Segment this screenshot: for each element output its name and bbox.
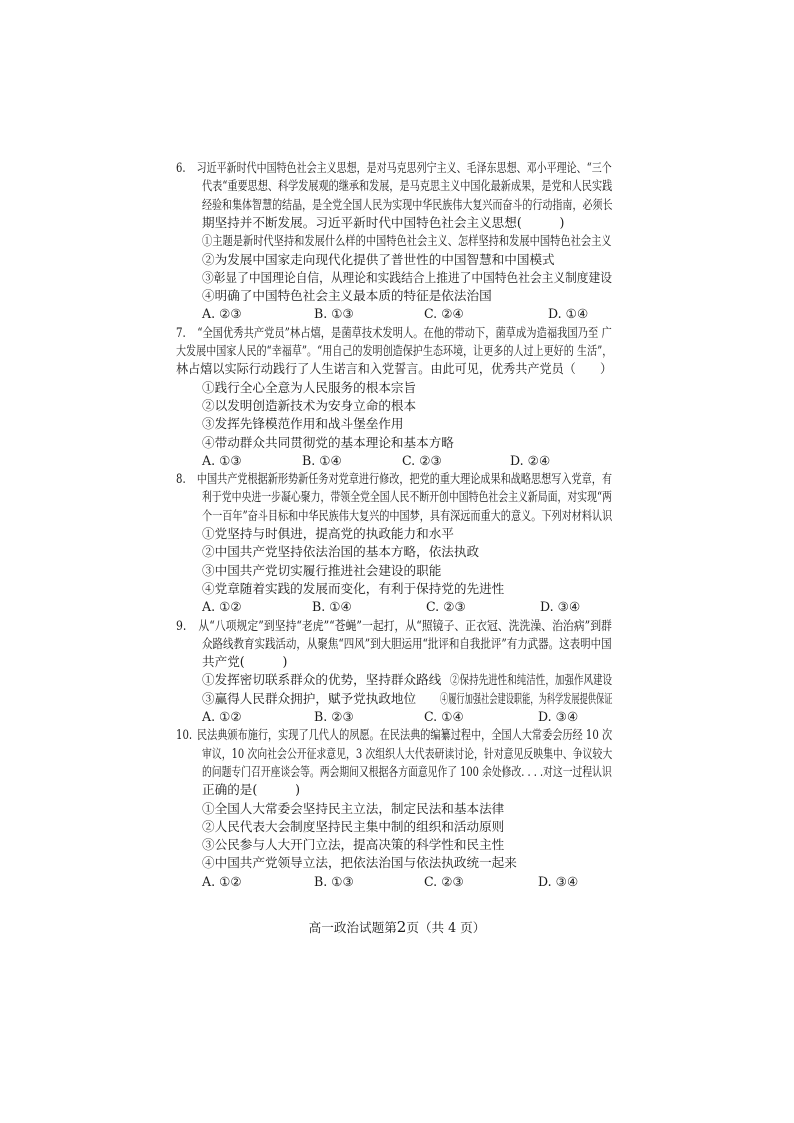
statement-item: ③发挥先锋模范作用和战斗堡垒作用 bbox=[202, 416, 404, 432]
statement-item: ②以发明创造新技术为安身立命的根本 bbox=[202, 397, 417, 413]
option-b: B. ①③ bbox=[314, 873, 354, 889]
option-c: C. ①④ bbox=[424, 709, 464, 724]
footer-suffix: 页（共 4 页） bbox=[406, 920, 486, 935]
question-stem-line: 个一百年”奋斗目标和中华民族伟大复兴的中国梦，具有深远而重大的意义。下列对材料认识 bbox=[202, 507, 613, 523]
statement-item: ④党章随着实践的发展而变化，有利于保持党的先进性 bbox=[202, 580, 505, 596]
statement-item: ①发挥密切联系群众的优势，坚持群众路线 bbox=[202, 672, 442, 688]
option-d: D. ③④ bbox=[538, 709, 579, 724]
question-stem-line: 9. 从“八项规定”到坚持“老虎”“苍蝇”一起打，从“照镜子、正衣冠、洗洗澡、治治病”到群 bbox=[176, 617, 612, 633]
option-c: C. ②③ bbox=[402, 452, 442, 468]
question-stem-line: 共产党( ) bbox=[202, 654, 288, 670]
option-a: A. ①③ bbox=[202, 452, 242, 468]
option-a: A. ②③ bbox=[202, 306, 242, 322]
question-number: 9. bbox=[176, 617, 187, 633]
question-stem-line: 经验和集体智慧的结晶，是全党全国人民为实现中华民族伟大复兴而奋斗的行动指南，必须长 bbox=[202, 196, 613, 212]
footer-prefix: 高一政治试题第 bbox=[308, 920, 397, 935]
statement-item: ④带动群众共同贯彻党的基本理论和基本方略 bbox=[202, 434, 454, 450]
question-stem-line: 正确的是( ) bbox=[202, 782, 300, 798]
option-d: D. ③④ bbox=[538, 873, 579, 889]
question-stem-line: 林占熺以实际行动践行了人生诺言和入党誓言。由此可见，优秀共产党员（ ） bbox=[176, 361, 613, 377]
option-d: D. ②④ bbox=[510, 452, 551, 468]
statement-item: ④履行加强社会建设职能，为科学发展提供保证 bbox=[440, 690, 613, 706]
option-d: D. ①④ bbox=[548, 306, 589, 322]
question-stem-line: 的问题专门召开座谈会等。两会期间又根据各方面意见作了 100 余处修改. . . .对这一过程认识 bbox=[202, 763, 612, 779]
option-c: C. ②③ bbox=[424, 873, 464, 889]
statement-item: ①党坚持与时俱进，提高党的执政能力和水平 bbox=[202, 526, 454, 541]
question-stem-line: 审议，10 次向社会公开征求意见，3 次组织人大代表研读讨论，针对意见反映集中、争议较大 bbox=[202, 745, 613, 761]
question-stem-line: 7. “全国优秀共产党员”林占熺，是菌草技术发明人。在他的带动下，菌草成为造福我国乃至 广 bbox=[176, 324, 612, 340]
statement-item: ④中国共产党领导立法，把依法治国与依法执政统一起来 bbox=[202, 855, 517, 871]
statement-item: ②保持先进性和纯洁性，加强作风建设 bbox=[450, 672, 613, 688]
option-b: B. ①④ bbox=[302, 452, 342, 468]
option-b: B. ②③ bbox=[314, 709, 354, 724]
option-d: D. ③④ bbox=[540, 599, 581, 615]
question-number: 7. bbox=[176, 324, 186, 340]
option-c: C. ②④ bbox=[424, 306, 464, 322]
question-number: 8. bbox=[176, 471, 186, 487]
question-number: 10. bbox=[176, 727, 193, 743]
statement-item: ④明确了中国特色社会主义最本质的特征是依法治国 bbox=[202, 288, 492, 304]
option-a: A. ①② bbox=[202, 599, 242, 615]
statement-item: ①主题是新时代坚持和发展什么样的中国特色社会主义、怎样坚持和发展中国特色社会主义 bbox=[202, 233, 612, 249]
option-a: A. ①② bbox=[202, 873, 242, 889]
page-footer bbox=[0, 918, 794, 937]
question-stem-line: 利于党中央进一步凝心聚力，带领全党全国人民不断开创中国特色社会主义新局面，对实现“两 bbox=[202, 489, 612, 505]
option-a: A. ①② bbox=[202, 709, 242, 724]
statement-item: ①全国人大常委会坚持民主立法，制定民法和基本法律 bbox=[202, 800, 505, 816]
question-stem-line: 10. 民法典颁布施行，实现了几代人的夙愿。在民法典的编纂过程中，全国人大常委会历经 10 次 bbox=[176, 727, 613, 743]
question-stem-line: 8. 中国共产党根据新形势新任务对党章进行修改，把党的重大理论成果和战略思想写入党章，有 bbox=[176, 471, 613, 487]
statement-item: ②中国共产党坚持依法治国的基本方略，依法执政 bbox=[202, 544, 480, 560]
statement-item: ③彰显了中国理论自信，从理论和实践结合上推进了中国特色社会主义制度建设 bbox=[202, 269, 612, 285]
statement-item: ③中国共产党切实履行推进社会建设的职能 bbox=[202, 562, 442, 578]
option-c: C. ②③ bbox=[426, 599, 466, 615]
statement-item: ③公民参与人大开门立法，提高决策的科学性和民主性 bbox=[202, 837, 505, 853]
statement-item: ③赢得人民群众拥护，赋予党执政地位 bbox=[202, 690, 417, 706]
option-b: B. ①④ bbox=[312, 599, 352, 615]
statement-item: ②为发展中国家走向现代化提供了普世性的中国智慧和中国模式 bbox=[202, 251, 555, 267]
question-stem-line: 大发展中国家人民的“幸福草”。“用自己的发明创造保护生态环境，让更多的人过上更好的 生活”， bbox=[176, 343, 613, 358]
question-stem-line: 代表“重要思想、科学发展观的继承和发展，是马克思主义中国化最新成果，是党和人民实践 bbox=[202, 178, 613, 194]
question-stem-line: 期坚持并不断发展。习近平新时代中国特色社会主义思想( ) bbox=[202, 214, 565, 230]
footer-page-number: 2 bbox=[396, 918, 407, 936]
statement-item: ②人民代表大会制度坚持民主集中制的组织和活动原则 bbox=[202, 818, 505, 834]
question-stem-line: 6. 习近平新时代中国特色社会主义思想，是对马克思列宁主义、毛泽东思想、邓小平理论、“三个 bbox=[176, 160, 612, 175]
question-stem-line: 众路线教育实践活动，从聚焦“四风”到大胆运用“批评和自我批评”有力武器。这表明中国 bbox=[202, 635, 612, 651]
question-number: 6. bbox=[176, 160, 186, 175]
statement-item: ①践行全心全意为人民服务的根本宗旨 bbox=[202, 379, 417, 395]
option-b: B. ①③ bbox=[314, 306, 354, 322]
